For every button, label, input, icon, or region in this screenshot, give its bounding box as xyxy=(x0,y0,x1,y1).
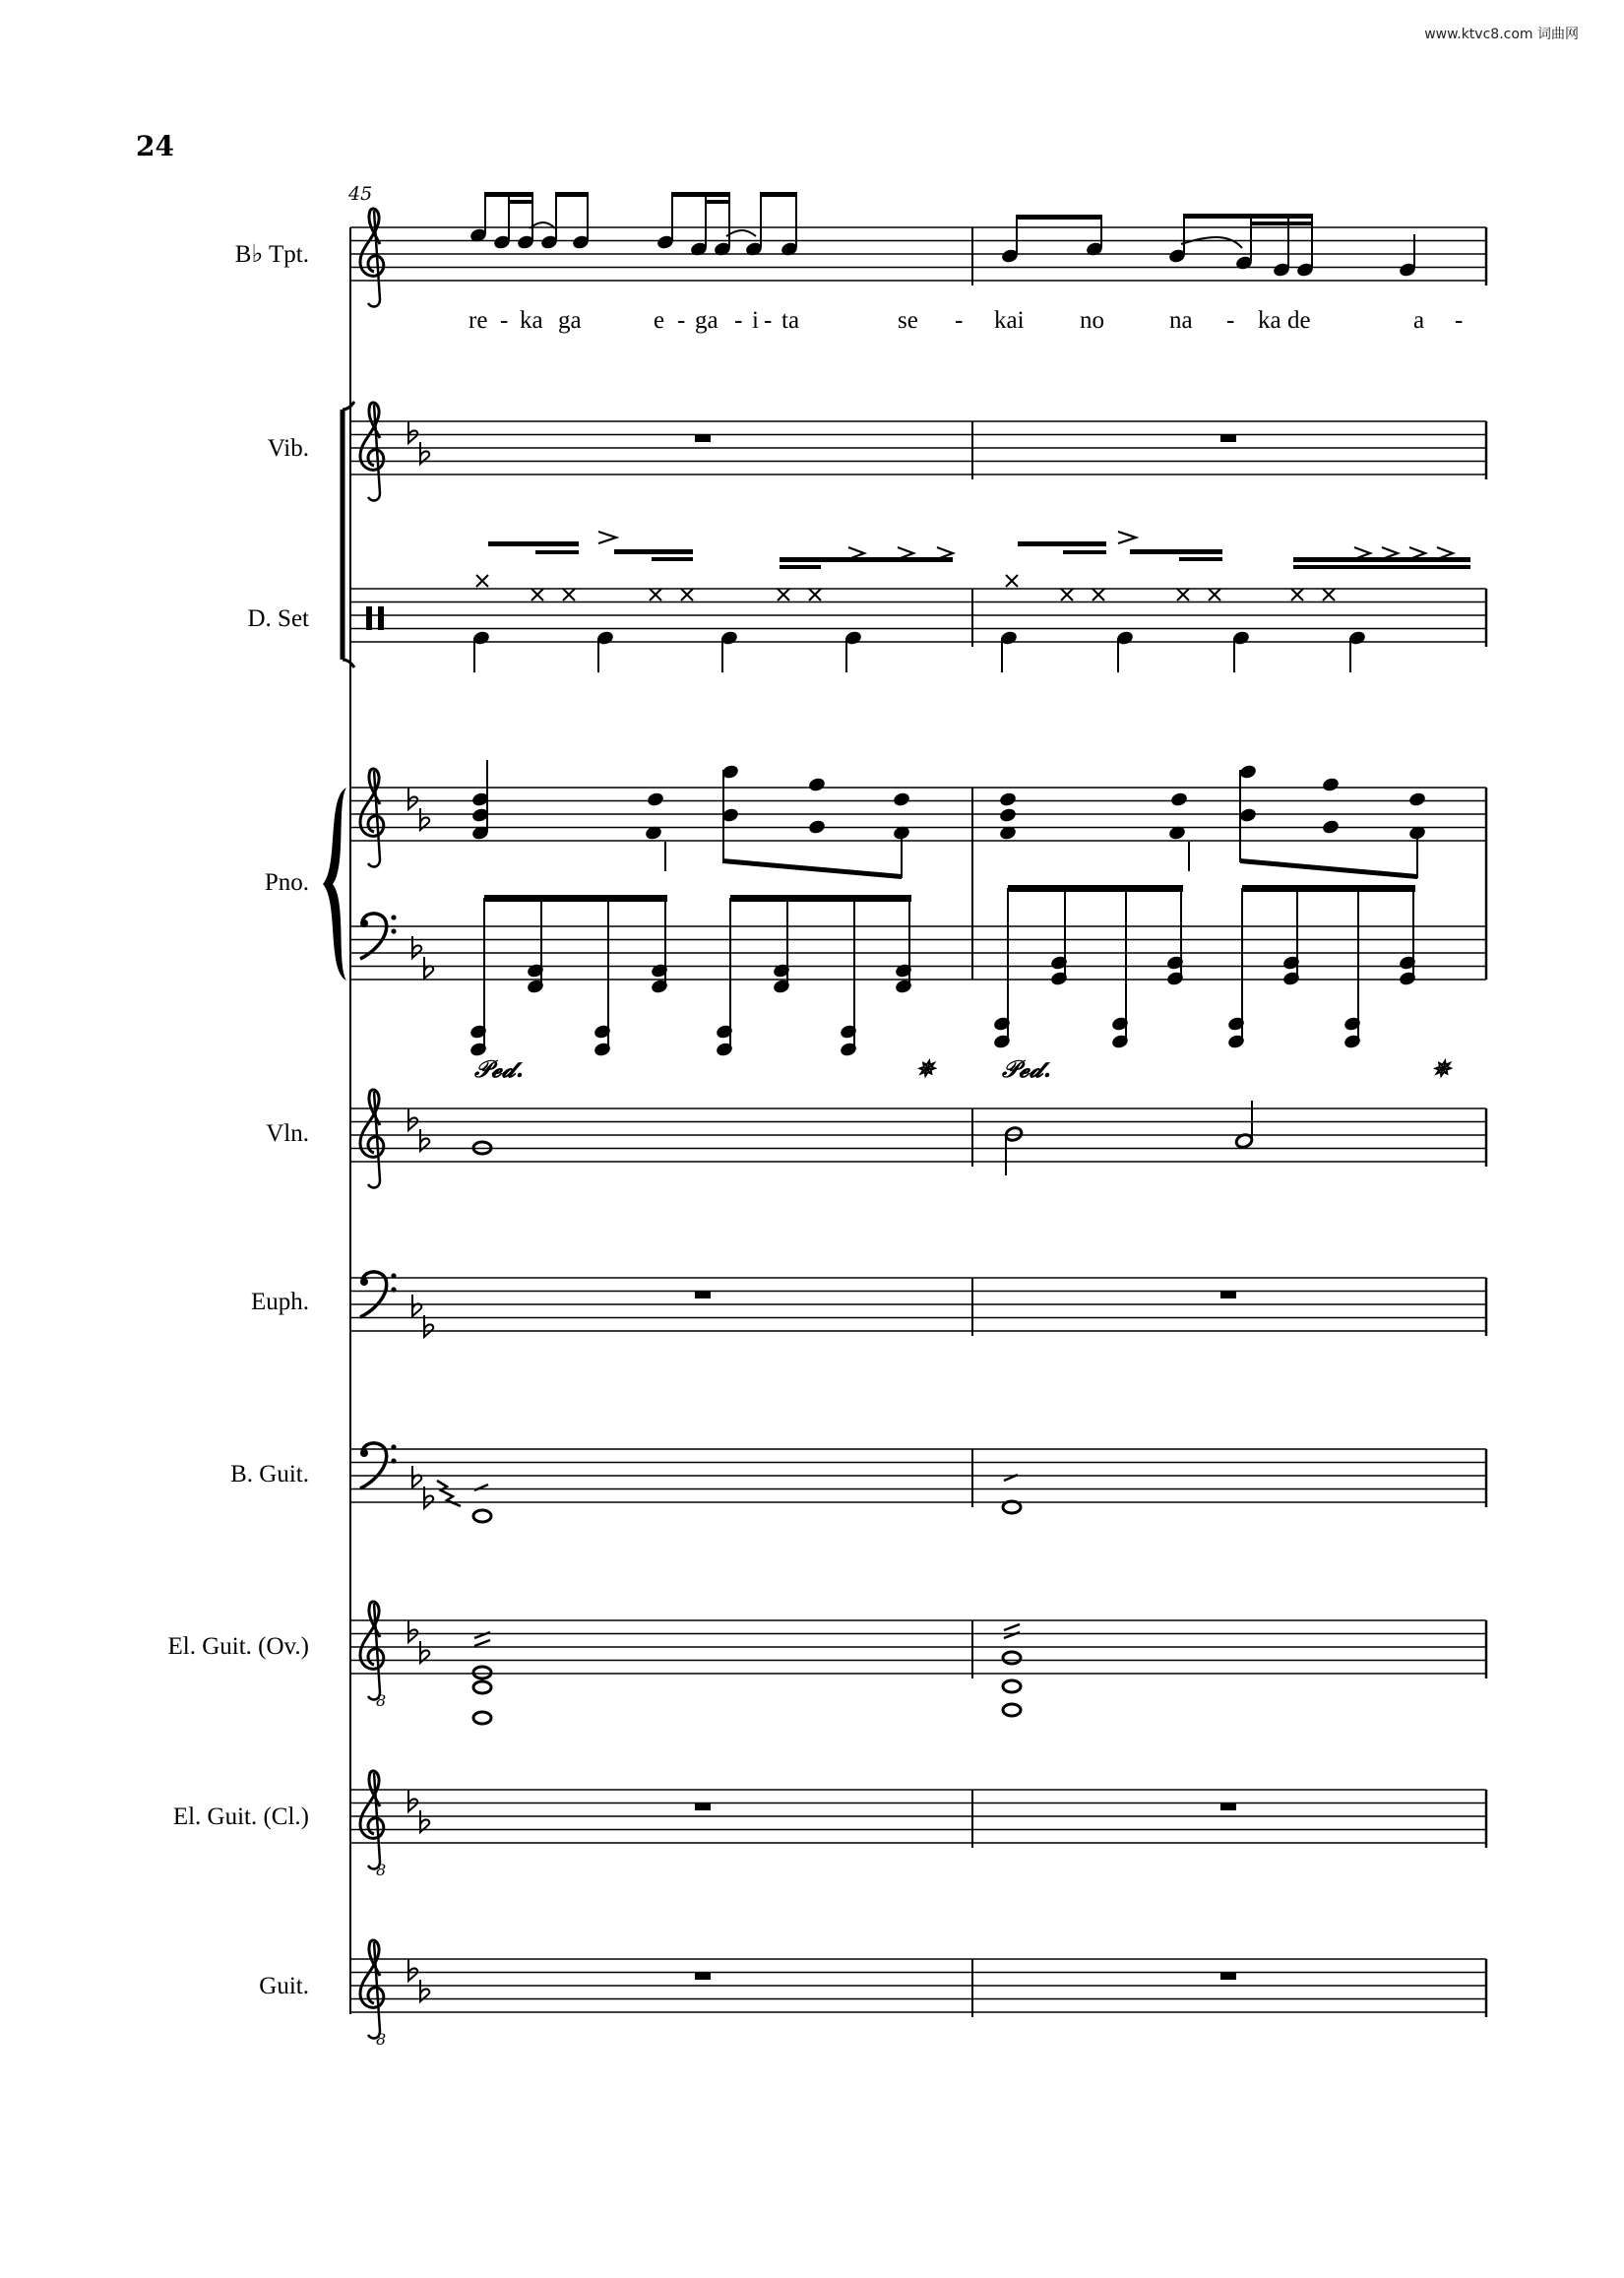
pedal-release-1: ✵ xyxy=(915,1054,936,1083)
piano-bass-clef xyxy=(360,914,397,959)
lyric-syllable: ga xyxy=(558,307,582,334)
piano-treble-key-signature xyxy=(408,788,429,830)
lyric-hyphen: - xyxy=(500,307,509,334)
lyric-syllable: i xyxy=(752,307,759,334)
lyric-syllable: e xyxy=(654,307,665,334)
label-bass-guitar: B. Guit. xyxy=(230,1461,309,1487)
pedal-release-2: ✵ xyxy=(1431,1054,1452,1083)
lyric-syllable: re xyxy=(468,307,488,334)
violin-treble-clef xyxy=(360,1090,384,1188)
lyric-syllable: ka xyxy=(520,307,543,334)
euphonium-bass-clef xyxy=(360,1272,397,1317)
bass-guitar-bass-clef xyxy=(360,1443,397,1488)
piano-pedal-marks xyxy=(473,1054,1454,1083)
lyric-syllable: na xyxy=(1169,307,1193,334)
percussion-clef xyxy=(366,606,384,630)
label-vibraphone: Vib. xyxy=(267,435,309,462)
vibraphone-key-signature xyxy=(408,421,429,464)
guitar-cl-treble8-clef xyxy=(360,1771,386,1879)
lyric-syllable: a xyxy=(1413,307,1425,334)
trumpet-treble-clef xyxy=(360,209,384,307)
vibraphone-treble-clef xyxy=(360,403,384,501)
bass-guitar-notes xyxy=(437,1475,1021,1522)
drum-notes xyxy=(473,575,1366,672)
violin-key-signature xyxy=(408,1108,429,1151)
lyric-syllable: de xyxy=(1287,307,1311,334)
staff-lines xyxy=(350,227,1486,2012)
site-label: www.ktvc8.com 词曲网 xyxy=(1424,27,1579,42)
lyric-hyphen: - xyxy=(955,307,964,334)
svg-text:8: 8 xyxy=(376,2030,387,2049)
svg-text:8: 8 xyxy=(376,1861,387,1879)
lyric-hyphen: - xyxy=(734,307,743,334)
piano-bass-beams xyxy=(484,885,1415,902)
guitar-ov-key-signature xyxy=(408,1620,429,1663)
label-piano: Pno. xyxy=(264,869,309,896)
pedal-mark-2: 𝒫𝓮𝓭. xyxy=(1002,1054,1052,1083)
guitar-treble8-clef xyxy=(360,1940,386,2049)
label-trumpet: B♭ Tpt. xyxy=(234,241,309,268)
label-electric-guitar-clean: El. Guit. (Cl.) xyxy=(172,1803,309,1830)
piano-bass-chords xyxy=(470,888,1416,1056)
lyric-syllable: ga xyxy=(695,307,718,334)
lyric-syllable: ta xyxy=(781,307,800,334)
label-drum-set: D. Set xyxy=(247,605,309,632)
guitar-ov-treble8-clef xyxy=(360,1602,386,1710)
lyric-syllable: se xyxy=(898,307,918,334)
lyric-hyphen: - xyxy=(677,307,686,334)
piano-treble-beams xyxy=(722,858,1417,879)
lyric-hyphen: - xyxy=(1226,307,1235,334)
violin-notes xyxy=(473,1101,1254,1175)
label-electric-guitar-overdrive: El. Guit. (Ov.) xyxy=(167,1633,309,1660)
guitar-cl-key-signature xyxy=(408,1790,429,1832)
guitar-key-signature xyxy=(408,1959,429,2001)
piano-treble-chords xyxy=(472,760,1426,878)
trumpet-beams xyxy=(484,192,1313,225)
ensemble-bracket xyxy=(343,402,354,667)
piano-bass-key-signature xyxy=(412,936,433,979)
trumpet-notes xyxy=(470,193,1416,277)
lyric-hyphen: - xyxy=(764,307,773,334)
whole-rest xyxy=(695,435,1236,1980)
pedal-mark-1: 𝒫𝓮𝓭. xyxy=(474,1054,525,1083)
lyric-syllable: ka xyxy=(1258,307,1281,334)
drum-beams xyxy=(488,541,1470,569)
trumpet-ties xyxy=(530,222,1242,248)
svg-text:8: 8 xyxy=(376,1691,387,1710)
lyric-syllable: kai xyxy=(994,307,1025,334)
page-number: 24 xyxy=(136,130,174,162)
label-euphonium: Euph. xyxy=(250,1289,309,1315)
piano-treble-clef xyxy=(360,769,384,867)
lyric-hyphen: - xyxy=(1455,307,1464,334)
measure-number: 45 xyxy=(348,183,373,205)
label-violin: Vln. xyxy=(266,1120,309,1147)
label-guitar: Guit. xyxy=(259,1973,309,1999)
lyric-syllable: no xyxy=(1080,307,1104,334)
piano-brace xyxy=(323,788,346,981)
